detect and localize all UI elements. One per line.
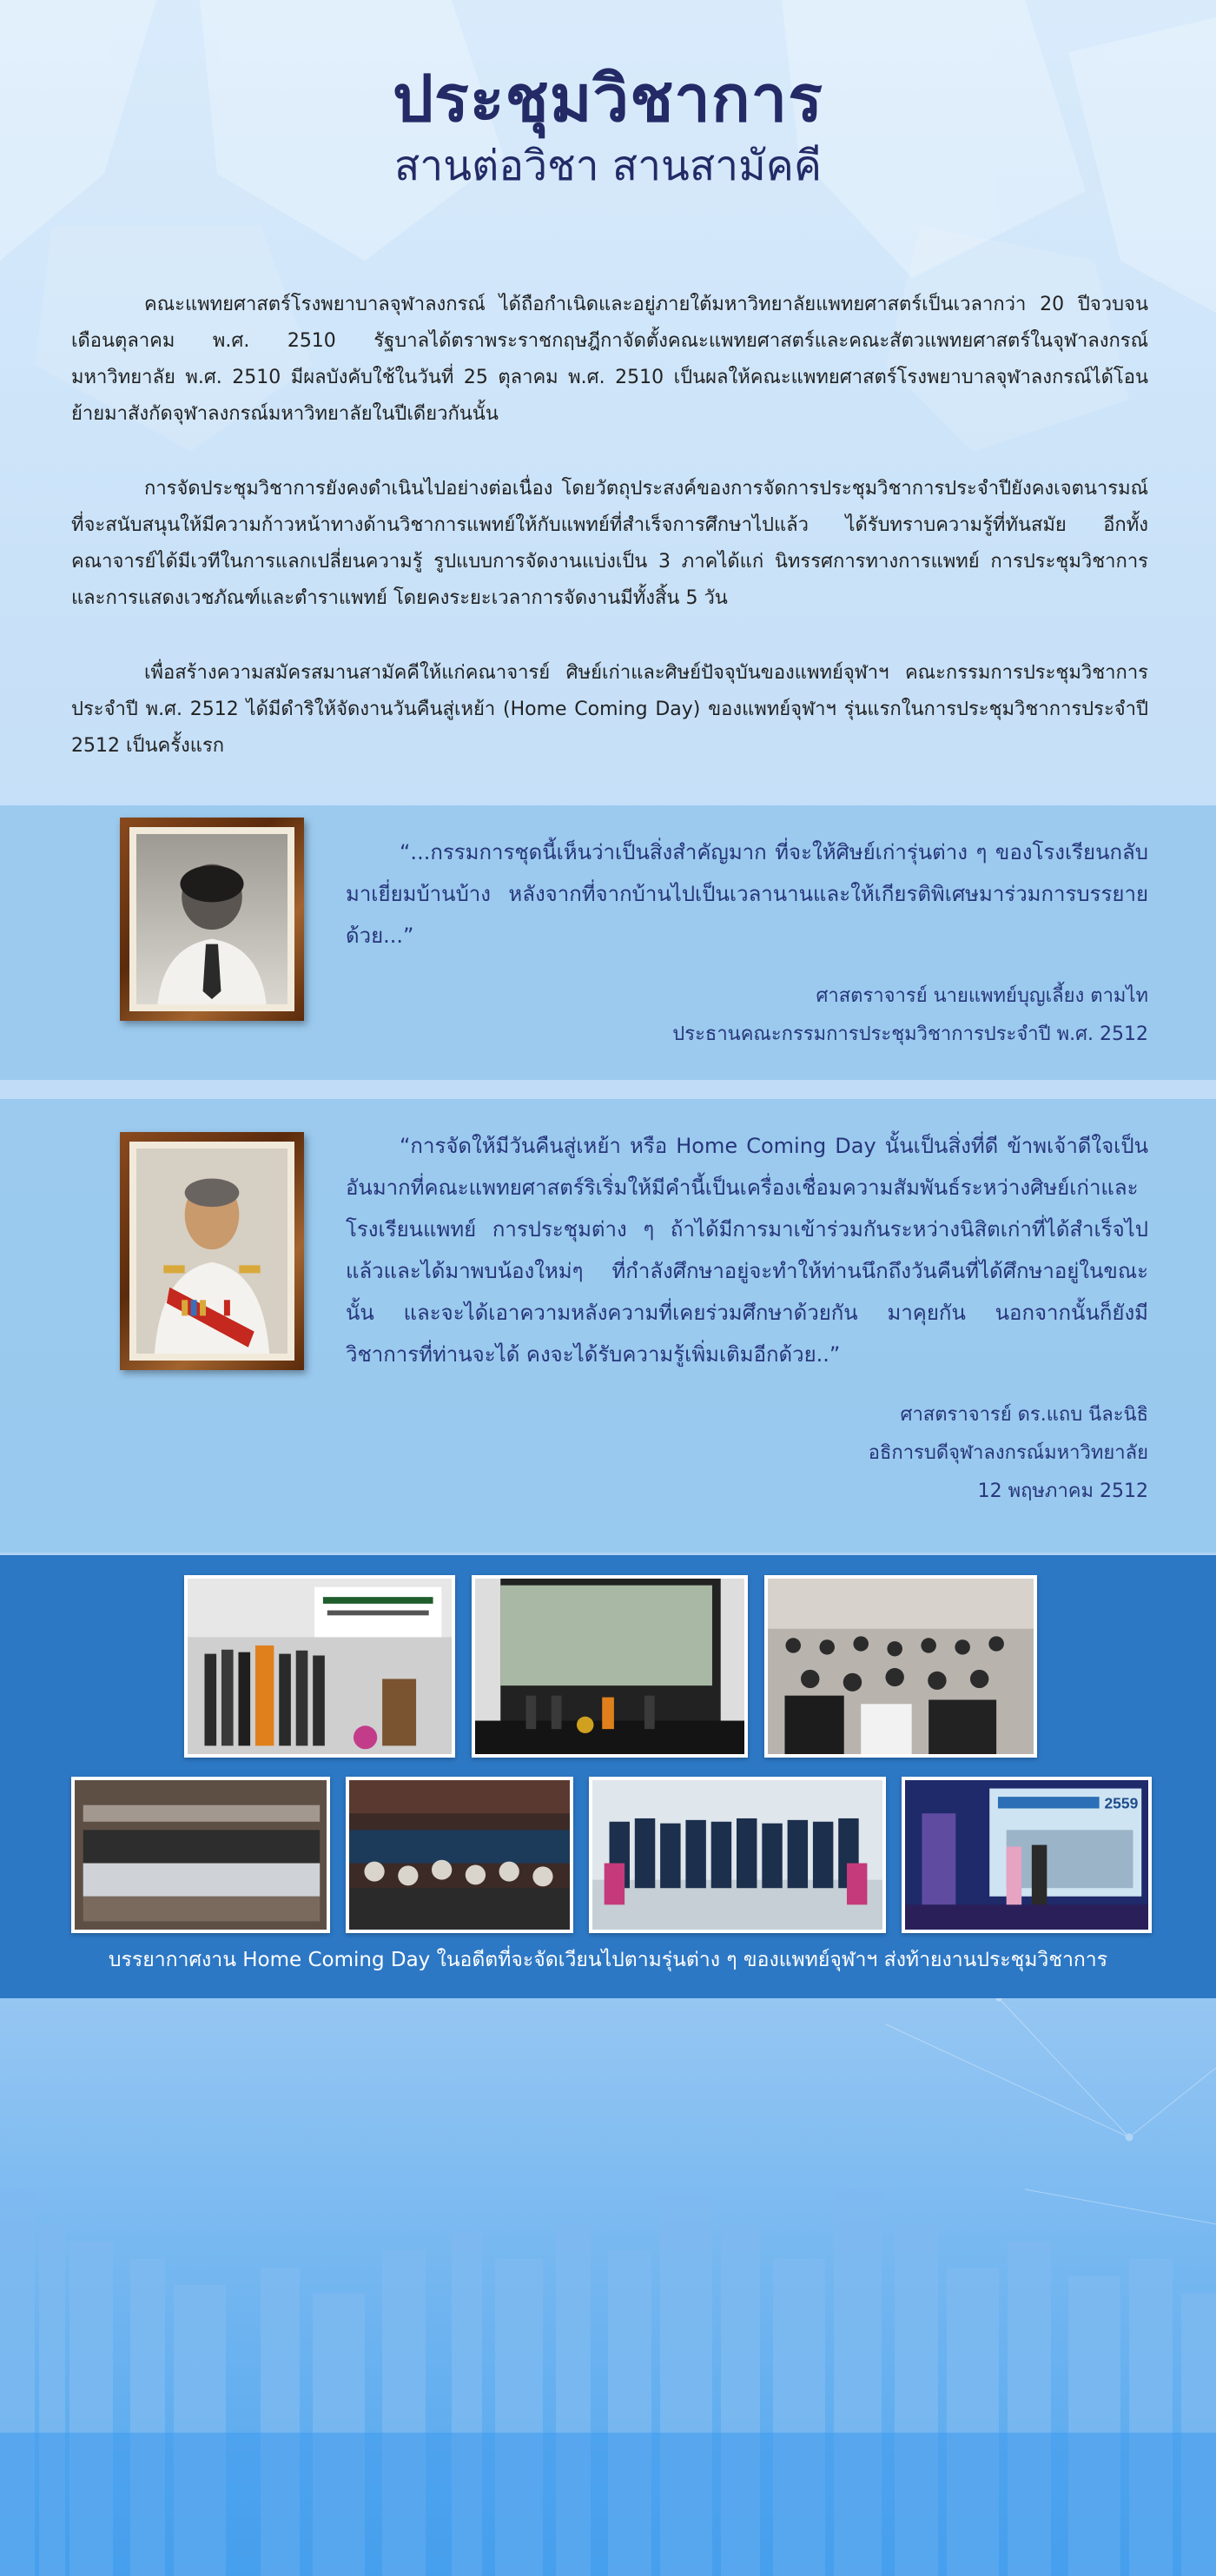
gallery-photo <box>71 1777 330 1933</box>
gallery-photo <box>764 1575 1037 1758</box>
gallery-caption: บรรยากาศงาน Home Coming Day ในอดีตที่จะจัดเวียนไปตามรุ่นต่าง ๆ ของแพทย์จุฬาฯ ส่งท้ายงานประชุมวิชาการ <box>108 1949 1108 1971</box>
page-subtitle: สานต่อวิชา สานสามัคคี <box>394 141 822 190</box>
quote-band-2 <box>0 1099 1216 1553</box>
portrait-frame <box>120 818 304 1021</box>
page-header <box>0 61 1216 191</box>
gallery-photo <box>346 1777 573 1933</box>
quote-date: 12 พฤษภาคม 2512 <box>977 1480 1148 1502</box>
quote-paragraph: “การจัดให้มีวันคืนสู่เหย้า หรือ Home Coming Day นั้นเป็นสิ่งที่ดี ข้าพเจ้าดีใจเป็นอันมากที่คณะแพทยศาสตร์ริเริ่มให้มีคำนี้เป็นเครื่องเชื่อมความสัมพันธ์ระหว่างศิษย์เก่าและโรงเรียนแพทย์ การประชุมต่าง ๆ ถ้าได้มีการมาเข้าร่วมกันระหว่างนิสิตเก่าที่ได้สำเร็จไปแล้วและได้มาพบน้องใหม่ๆ ที่กำลังศึกษาอยู่จะทำให้ท่านนึกถึงวันคืนที่ได้ศึกษาอยู่ในขณะนั้น และจะได้เอาความหลังความที่เคยร่วมศึกษาด้วยกัน มาคุยกัน นอกจากนั้นก็ยังมีวิชาการที่ท่านจะได้ คงจะได้รับความรู้เพิ่มเติมอีกด้วย..” <box>346 1134 1148 1367</box>
photo-staff <box>592 1780 882 1930</box>
page-title: ประชุมวิชาการ <box>393 62 823 136</box>
quote-author-name: ศาสตราจารย์ ดร.แถบ นีละนิธิ <box>900 1404 1148 1426</box>
photo-group <box>75 1780 327 1930</box>
gallery-photo <box>184 1575 455 1758</box>
photo-sign-text: 2559 <box>1104 1794 1139 1812</box>
photo-stage <box>475 1579 744 1754</box>
quote-paragraph: “...กรรมการชุดนี้เห็นว่าเป็นสิ่งสำคัญมาก ที่จะให้ศิษย์เก่ารุ่นต่าง ๆ ของโรงเรียนกลับมาเยี่ยมบ้านบ้าง หลังจากที่จากบ้านไปเป็นเวลานานและให้เกียรติพิเศษมาร่วมการบรรยายด้วย...” <box>346 840 1148 948</box>
portrait-photo <box>136 1149 287 1354</box>
gallery-photo <box>902 1777 1152 1933</box>
portrait-photo <box>136 834 287 1004</box>
photo-event-stage <box>905 1780 1148 1930</box>
intro-paragraph: คณะแพทยศาสตร์โรงพยาบาลจุฬาลงกรณ์ ได้ถือกำเนิดและอยู่ภายใต้มหาวิทยาลัยแพทยศาสตร์เป็นเวลากว่า 20 ปีจวบจนเดือนตุลาคม พ.ศ. 2510 รัฐบาลได้ตราพระราชกฤษฎีกาจัดตั้งคณะแพทยศาสตร์และคณะสัตวแพทยศาสตร์ในจุฬาลงกรณ์มหาวิทยาลัย พ.ศ. 2510 มีผลบังคับใช้ในวันที่ 25 ตุลาคม พ.ศ. 2510 เป็นผลให้คณะแพทยศาสตร์โรงพยาบาลจุฬาลงกรณ์ได้โอนย้ายมาสังกัดจุฬาลงกรณ์มหาวิทยาลัยในปีเดียวกันนั้น <box>71 294 1148 425</box>
photo-theater <box>349 1780 570 1930</box>
intro-text <box>71 287 1148 803</box>
quote-text <box>346 1125 1148 1375</box>
intro-paragraph: การจัดประชุมวิชาการยังคงดำเนินไปอย่างต่อเนื่อง โดยวัตถุประสงค์ของการจัดการประชุมวิชาการประจำปียังคงเจตนารมณ์ที่จะสนับสนุนให้มีความก้าวหน้าทางด้านวิชาการแพทย์ให้กับแพทย์ที่สำเร็จการศึกษาไปแล้ว ได้รับทราบความรู้ที่ทันสมัย อีกทั้งคณาจารย์ได้มีเวทีในการแลกเปลี่ยนความรู้ รูปแบบการจัดงานแบ่งเป็น 3 ภาคได้แก่ นิทรรศการทางการแพทย์ การประชุมวิชาการและการแสดงเวชภัณฑ์และตำราแพทย์ โดยคงระยะเวลาการจัดงานมีทั้งสิ้น 5 วัน <box>71 478 1148 609</box>
quote-attribution <box>672 977 1148 1054</box>
quote-attribution <box>869 1396 1148 1511</box>
portrait-frame <box>120 1132 304 1370</box>
quote-author-position: อธิการบดีจุฬาลงกรณ์มหาวิทยาลัย <box>868 1442 1148 1464</box>
quote-band-1 <box>0 805 1216 1080</box>
intro-paragraph: เพื่อสร้างความสมัครสมานสามัคคีให้แก่คณาจารย์ ศิษย์เก่าและศิษย์ปัจจุบันของแพทย์จุฬาฯ คณะกรรมการประชุมวิชาการประจำปี พ.ศ. 2512 ได้มีดำริให้จัดงานวันคืนสู่เหย้า (Home Coming Day) ของแพทย์จุฬาฯ รุ่นแรกในการประชุมวิชาการประจำปี 2512 เป็นครั้งแรก <box>71 662 1148 757</box>
gallery-photo <box>589 1777 886 1933</box>
quote-text <box>346 831 1148 957</box>
photo-ceremony <box>188 1579 452 1754</box>
photo-audience <box>768 1579 1034 1754</box>
gallery-photo <box>472 1575 748 1758</box>
photo-gallery <box>0 1555 1216 1998</box>
quote-author-position: ประธานคณะกรรมการประชุมวิชาการประจำปี พ.ศ. 2512 <box>672 1023 1148 1045</box>
quote-author-name: ศาสตราจารย์ นายแพทย์บุญเลี้ยง ตามไท <box>816 985 1148 1007</box>
